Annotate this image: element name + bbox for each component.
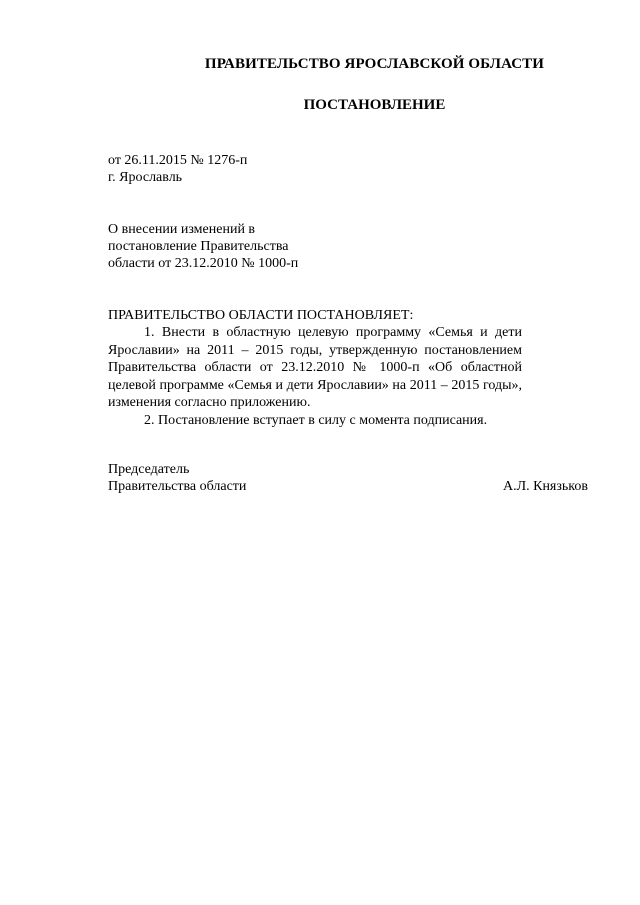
signer-name: А.Л. Князьков: [503, 479, 588, 494]
date-number: от 26.11.2015 № 1276-п: [108, 153, 248, 168]
document-meta: [108, 152, 247, 186]
document-subject: [108, 221, 298, 272]
signer-title-line-1: Председатель: [108, 462, 190, 477]
decree-item-2: 2. Постановление вступает в силу с момента подписания.: [144, 412, 488, 428]
signature-row: [108, 478, 588, 495]
signature-block: [108, 461, 588, 495]
subject-line-2: постановление Правительства: [108, 239, 289, 254]
subject-line-3: области от 23.12.2010 № 1000-п: [108, 256, 299, 271]
government-title: ПРАВИТЕЛЬСТВО ЯРОСЛАВСКОЙ ОБЛАСТИ: [204, 56, 545, 72]
city: г. Ярославль: [108, 170, 183, 185]
decree-item-1: 1. Внести в областную целевую программу «Семья и дети Ярославии» на 2011 – 2015 годы, утвержденную постановлением Правительства области от 23.12.2010 № 1000-п «Об областной целевой программе «Семья и дети Ярославии» на 2011 – 2015 годы», изменения согласно приложению.: [108, 325, 522, 410]
decree-heading: ПРАВИТЕЛЬСТВО ОБЛАСТИ ПОСТАНОВЛЯЕТ:: [108, 308, 414, 323]
signer-title-line-2: Правительства области: [108, 479, 247, 494]
decree-body: [108, 324, 522, 429]
document-type-title: ПОСТАНОВЛЕНИЕ: [303, 97, 446, 113]
subject-line-1: О внесении изменений в: [108, 222, 256, 237]
